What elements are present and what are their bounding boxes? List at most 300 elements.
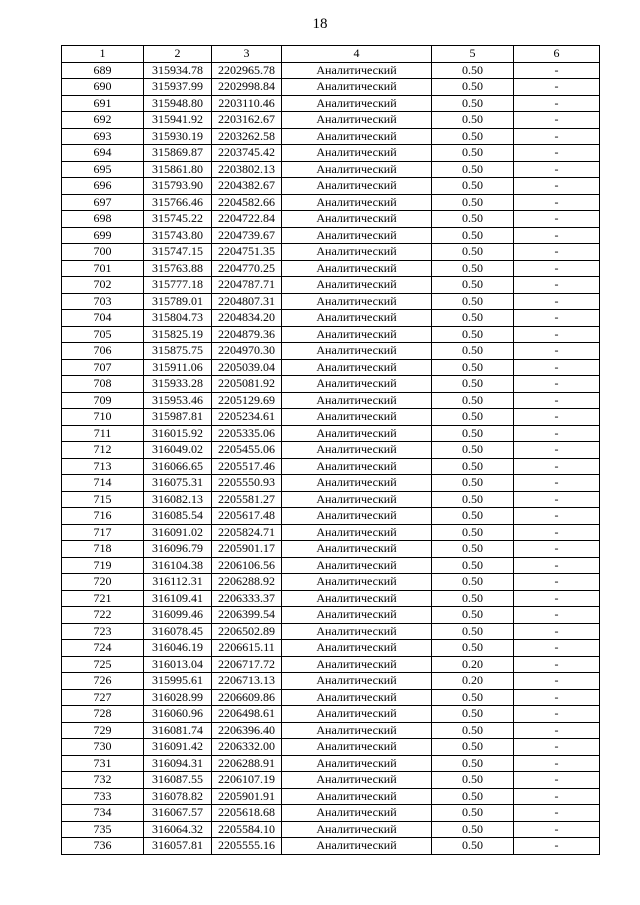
method-cell: Аналитический (282, 805, 432, 822)
point-number-cell: 692 (62, 112, 144, 129)
method-cell: Аналитический (282, 310, 432, 327)
table-row (62, 211, 600, 228)
note-cell: - (514, 95, 600, 112)
y-coordinate-cell: 2206396.40 (212, 722, 282, 739)
point-number-cell: 717 (62, 524, 144, 541)
x-coordinate-cell: 315861.80 (144, 161, 212, 178)
x-coordinate-cell: 316109.41 (144, 590, 212, 607)
table-row (62, 491, 600, 508)
y-coordinate-cell: 2206332.00 (212, 739, 282, 756)
note-cell: - (514, 293, 600, 310)
y-coordinate-cell: 2204382.67 (212, 178, 282, 195)
x-coordinate-cell: 316015.92 (144, 425, 212, 442)
accuracy-cell: 0.50 (432, 95, 514, 112)
method-cell: Аналитический (282, 524, 432, 541)
method-cell: Аналитический (282, 227, 432, 244)
method-cell: Аналитический (282, 574, 432, 591)
x-coordinate-cell: 316046.19 (144, 640, 212, 657)
point-number-cell: 727 (62, 689, 144, 706)
y-coordinate-cell: 2206498.61 (212, 706, 282, 723)
point-number-cell: 735 (62, 821, 144, 838)
x-coordinate-cell: 315869.87 (144, 145, 212, 162)
method-cell: Аналитический (282, 376, 432, 393)
y-coordinate-cell: 2205555.16 (212, 838, 282, 855)
table-row (62, 359, 600, 376)
method-cell: Аналитический (282, 409, 432, 426)
note-cell: - (514, 821, 600, 838)
table-row (62, 805, 600, 822)
note-cell: - (514, 640, 600, 657)
x-coordinate-cell: 315948.80 (144, 95, 212, 112)
point-number-cell: 705 (62, 326, 144, 343)
point-number-cell: 689 (62, 62, 144, 79)
y-coordinate-cell: 2205617.48 (212, 508, 282, 525)
note-cell: - (514, 359, 600, 376)
accuracy-cell: 0.50 (432, 326, 514, 343)
y-coordinate-cell: 2205824.71 (212, 524, 282, 541)
note-cell: - (514, 755, 600, 772)
table-row (62, 508, 600, 525)
method-cell: Аналитический (282, 838, 432, 855)
x-coordinate-cell: 315987.81 (144, 409, 212, 426)
method-cell: Аналитический (282, 194, 432, 211)
table-row (62, 739, 600, 756)
method-cell: Аналитический (282, 244, 432, 261)
table-row (62, 557, 600, 574)
method-cell: Аналитический (282, 211, 432, 228)
point-number-cell: 694 (62, 145, 144, 162)
note-cell: - (514, 706, 600, 723)
y-coordinate-cell: 2204787.71 (212, 277, 282, 294)
point-number-cell: 706 (62, 343, 144, 360)
table-row (62, 524, 600, 541)
point-number-cell: 722 (62, 607, 144, 624)
accuracy-cell: 0.50 (432, 772, 514, 789)
y-coordinate-cell: 2204751.35 (212, 244, 282, 261)
note-cell: - (514, 343, 600, 360)
x-coordinate-cell: 316066.65 (144, 458, 212, 475)
x-coordinate-cell: 316057.81 (144, 838, 212, 855)
point-number-cell: 721 (62, 590, 144, 607)
point-number-cell: 701 (62, 260, 144, 277)
accuracy-cell: 0.50 (432, 640, 514, 657)
note-cell: - (514, 145, 600, 162)
point-number-cell: 713 (62, 458, 144, 475)
y-coordinate-cell: 2205234.61 (212, 409, 282, 426)
accuracy-cell: 0.50 (432, 79, 514, 96)
note-cell: - (514, 541, 600, 558)
accuracy-cell: 0.50 (432, 524, 514, 541)
column-header-2: 2 (144, 46, 212, 63)
y-coordinate-cell: 2206107.19 (212, 772, 282, 789)
accuracy-cell: 0.20 (432, 673, 514, 690)
table-row (62, 244, 600, 261)
note-cell: - (514, 62, 600, 79)
y-coordinate-cell: 2206333.37 (212, 590, 282, 607)
note-cell: - (514, 475, 600, 492)
accuracy-cell: 0.50 (432, 821, 514, 838)
method-cell: Аналитический (282, 326, 432, 343)
note-cell: - (514, 524, 600, 541)
accuracy-cell: 0.50 (432, 145, 514, 162)
accuracy-cell: 0.50 (432, 178, 514, 195)
x-coordinate-cell: 316078.45 (144, 623, 212, 640)
accuracy-cell: 0.50 (432, 376, 514, 393)
table-row (62, 161, 600, 178)
method-cell: Аналитический (282, 112, 432, 129)
accuracy-cell: 0.50 (432, 491, 514, 508)
point-number-cell: 734 (62, 805, 144, 822)
note-cell: - (514, 392, 600, 409)
note-cell: - (514, 772, 600, 789)
x-coordinate-cell: 316078.82 (144, 788, 212, 805)
x-coordinate-cell: 316091.02 (144, 524, 212, 541)
note-cell: - (514, 260, 600, 277)
note-cell: - (514, 739, 600, 756)
method-cell: Аналитический (282, 128, 432, 145)
point-number-cell: 712 (62, 442, 144, 459)
point-number-cell: 726 (62, 673, 144, 690)
page-number: 18 (312, 16, 328, 32)
table-row (62, 425, 600, 442)
y-coordinate-cell: 2206713.13 (212, 673, 282, 690)
y-coordinate-cell: 2204834.20 (212, 310, 282, 327)
table-row (62, 706, 600, 723)
table-row (62, 178, 600, 195)
table-row (62, 79, 600, 96)
table-row (62, 376, 600, 393)
table-row (62, 590, 600, 607)
accuracy-cell: 0.50 (432, 277, 514, 294)
y-coordinate-cell: 2205901.91 (212, 788, 282, 805)
note-cell: - (514, 590, 600, 607)
x-coordinate-cell: 315930.19 (144, 128, 212, 145)
method-cell: Аналитический (282, 739, 432, 756)
point-number-cell: 728 (62, 706, 144, 723)
point-number-cell: 730 (62, 739, 144, 756)
accuracy-cell: 0.50 (432, 788, 514, 805)
coordinates-table (61, 45, 600, 855)
accuracy-cell: 0.50 (432, 409, 514, 426)
table-row (62, 821, 600, 838)
x-coordinate-cell: 315941.92 (144, 112, 212, 129)
method-cell: Аналитический (282, 425, 432, 442)
table-row (62, 343, 600, 360)
point-number-cell: 711 (62, 425, 144, 442)
accuracy-cell: 0.50 (432, 343, 514, 360)
table-row (62, 310, 600, 327)
x-coordinate-cell: 315743.80 (144, 227, 212, 244)
x-coordinate-cell: 316094.31 (144, 755, 212, 772)
accuracy-cell: 0.50 (432, 722, 514, 739)
note-cell: - (514, 326, 600, 343)
table-row (62, 326, 600, 343)
method-cell: Аналитический (282, 541, 432, 558)
note-cell: - (514, 161, 600, 178)
accuracy-cell: 0.50 (432, 260, 514, 277)
accuracy-cell: 0.50 (432, 425, 514, 442)
y-coordinate-cell: 2206399.54 (212, 607, 282, 624)
method-cell: Аналитический (282, 689, 432, 706)
method-cell: Аналитический (282, 772, 432, 789)
table-row (62, 475, 600, 492)
accuracy-cell: 0.50 (432, 541, 514, 558)
method-cell: Аналитический (282, 508, 432, 525)
point-number-cell: 703 (62, 293, 144, 310)
column-header-3: 3 (212, 46, 282, 63)
method-cell: Аналитический (282, 458, 432, 475)
point-number-cell: 700 (62, 244, 144, 261)
x-coordinate-cell: 315777.18 (144, 277, 212, 294)
x-coordinate-cell: 315933.28 (144, 376, 212, 393)
x-coordinate-cell: 316087.55 (144, 772, 212, 789)
method-cell: Аналитический (282, 590, 432, 607)
point-number-cell: 731 (62, 755, 144, 772)
method-cell: Аналитический (282, 260, 432, 277)
method-cell: Аналитический (282, 623, 432, 640)
y-coordinate-cell: 2206502.89 (212, 623, 282, 640)
note-cell: - (514, 623, 600, 640)
x-coordinate-cell: 316028.99 (144, 689, 212, 706)
accuracy-cell: 0.50 (432, 227, 514, 244)
accuracy-cell: 0.50 (432, 244, 514, 261)
y-coordinate-cell: 2206288.91 (212, 755, 282, 772)
method-cell: Аналитический (282, 343, 432, 360)
table-row (62, 458, 600, 475)
y-coordinate-cell: 2205581.27 (212, 491, 282, 508)
accuracy-cell: 0.50 (432, 805, 514, 822)
point-number-cell: 732 (62, 772, 144, 789)
x-coordinate-cell: 316096.79 (144, 541, 212, 558)
y-coordinate-cell: 2203110.46 (212, 95, 282, 112)
point-number-cell: 716 (62, 508, 144, 525)
y-coordinate-cell: 2205618.68 (212, 805, 282, 822)
table-row (62, 95, 600, 112)
x-coordinate-cell: 315789.01 (144, 293, 212, 310)
point-number-cell: 724 (62, 640, 144, 657)
table-row (62, 293, 600, 310)
y-coordinate-cell: 2204879.36 (212, 326, 282, 343)
x-coordinate-cell: 316081.74 (144, 722, 212, 739)
y-coordinate-cell: 2206106.56 (212, 557, 282, 574)
table-header (62, 46, 600, 63)
y-coordinate-cell: 2206288.92 (212, 574, 282, 591)
table-row (62, 607, 600, 624)
accuracy-cell: 0.50 (432, 161, 514, 178)
note-cell: - (514, 673, 600, 690)
accuracy-cell: 0.50 (432, 739, 514, 756)
y-coordinate-cell: 2203262.58 (212, 128, 282, 145)
point-number-cell: 702 (62, 277, 144, 294)
x-coordinate-cell: 315793.90 (144, 178, 212, 195)
y-coordinate-cell: 2206609.86 (212, 689, 282, 706)
y-coordinate-cell: 2205039.04 (212, 359, 282, 376)
x-coordinate-cell: 315825.19 (144, 326, 212, 343)
point-number-cell: 714 (62, 475, 144, 492)
table-row (62, 62, 600, 79)
method-cell: Аналитический (282, 475, 432, 492)
note-cell: - (514, 607, 600, 624)
x-coordinate-cell: 316067.57 (144, 805, 212, 822)
point-number-cell: 718 (62, 541, 144, 558)
note-cell: - (514, 838, 600, 855)
x-coordinate-cell: 316104.38 (144, 557, 212, 574)
x-coordinate-cell: 315804.73 (144, 310, 212, 327)
note-cell: - (514, 227, 600, 244)
method-cell: Аналитический (282, 178, 432, 195)
accuracy-cell: 0.50 (432, 838, 514, 855)
method-cell: Аналитический (282, 722, 432, 739)
table-row (62, 145, 600, 162)
method-cell: Аналитический (282, 788, 432, 805)
note-cell: - (514, 194, 600, 211)
y-coordinate-cell: 2206615.11 (212, 640, 282, 657)
accuracy-cell: 0.50 (432, 194, 514, 211)
table-row (62, 194, 600, 211)
accuracy-cell: 0.50 (432, 359, 514, 376)
method-cell: Аналитический (282, 656, 432, 673)
note-cell: - (514, 244, 600, 261)
note-cell: - (514, 458, 600, 475)
y-coordinate-cell: 2204739.67 (212, 227, 282, 244)
method-cell: Аналитический (282, 145, 432, 162)
method-cell: Аналитический (282, 62, 432, 79)
note-cell: - (514, 310, 600, 327)
x-coordinate-cell: 315745.22 (144, 211, 212, 228)
method-cell: Аналитический (282, 607, 432, 624)
table-row (62, 722, 600, 739)
x-coordinate-cell: 315953.46 (144, 392, 212, 409)
y-coordinate-cell: 2205335.06 (212, 425, 282, 442)
note-cell: - (514, 557, 600, 574)
note-cell: - (514, 277, 600, 294)
note-cell: - (514, 425, 600, 442)
point-number-cell: 710 (62, 409, 144, 426)
point-number-cell: 697 (62, 194, 144, 211)
method-cell: Аналитический (282, 95, 432, 112)
table-row (62, 277, 600, 294)
x-coordinate-cell: 316075.31 (144, 475, 212, 492)
accuracy-cell: 0.50 (432, 755, 514, 772)
y-coordinate-cell: 2203162.67 (212, 112, 282, 129)
table-row (62, 128, 600, 145)
point-number-cell: 693 (62, 128, 144, 145)
point-number-cell: 695 (62, 161, 144, 178)
accuracy-cell: 0.50 (432, 706, 514, 723)
note-cell: - (514, 79, 600, 96)
accuracy-cell: 0.50 (432, 128, 514, 145)
y-coordinate-cell: 2204807.31 (212, 293, 282, 310)
method-cell: Аналитический (282, 706, 432, 723)
point-number-cell: 723 (62, 623, 144, 640)
accuracy-cell: 0.50 (432, 112, 514, 129)
accuracy-cell: 0.50 (432, 689, 514, 706)
note-cell: - (514, 409, 600, 426)
note-cell: - (514, 805, 600, 822)
table-row (62, 409, 600, 426)
table-row (62, 755, 600, 772)
table-header-row (62, 46, 600, 63)
method-cell: Аналитический (282, 755, 432, 772)
column-header-6: 6 (514, 46, 600, 63)
accuracy-cell: 0.50 (432, 557, 514, 574)
point-number-cell: 719 (62, 557, 144, 574)
x-coordinate-cell: 315766.46 (144, 194, 212, 211)
note-cell: - (514, 211, 600, 228)
y-coordinate-cell: 2205455.06 (212, 442, 282, 459)
note-cell: - (514, 178, 600, 195)
table-row (62, 673, 600, 690)
y-coordinate-cell: 2204722.84 (212, 211, 282, 228)
x-coordinate-cell: 316064.32 (144, 821, 212, 838)
method-cell: Аналитический (282, 79, 432, 96)
point-number-cell: 736 (62, 838, 144, 855)
note-cell: - (514, 376, 600, 393)
note-cell: - (514, 574, 600, 591)
x-coordinate-cell: 315995.61 (144, 673, 212, 690)
column-header-4: 4 (282, 46, 432, 63)
y-coordinate-cell: 2204970.30 (212, 343, 282, 360)
y-coordinate-cell: 2205517.46 (212, 458, 282, 475)
accuracy-cell: 0.50 (432, 623, 514, 640)
accuracy-cell: 0.50 (432, 293, 514, 310)
method-cell: Аналитический (282, 277, 432, 294)
point-number-cell: 733 (62, 788, 144, 805)
point-number-cell: 704 (62, 310, 144, 327)
x-coordinate-cell: 315937.99 (144, 79, 212, 96)
x-coordinate-cell: 315875.75 (144, 343, 212, 360)
accuracy-cell: 0.20 (432, 656, 514, 673)
method-cell: Аналитический (282, 293, 432, 310)
accuracy-cell: 0.50 (432, 442, 514, 459)
table-row (62, 112, 600, 129)
accuracy-cell: 0.50 (432, 458, 514, 475)
x-coordinate-cell: 316082.13 (144, 491, 212, 508)
x-coordinate-cell: 316091.42 (144, 739, 212, 756)
y-coordinate-cell: 2205901.17 (212, 541, 282, 558)
method-cell: Аналитический (282, 557, 432, 574)
table-row (62, 392, 600, 409)
accuracy-cell: 0.50 (432, 590, 514, 607)
table-row (62, 772, 600, 789)
note-cell: - (514, 112, 600, 129)
table-row (62, 260, 600, 277)
point-number-cell: 696 (62, 178, 144, 195)
accuracy-cell: 0.50 (432, 607, 514, 624)
method-cell: Аналитический (282, 673, 432, 690)
point-number-cell: 725 (62, 656, 144, 673)
point-number-cell: 690 (62, 79, 144, 96)
accuracy-cell: 0.50 (432, 392, 514, 409)
accuracy-cell: 0.50 (432, 211, 514, 228)
x-coordinate-cell: 316099.46 (144, 607, 212, 624)
x-coordinate-cell: 315911.06 (144, 359, 212, 376)
point-number-cell: 709 (62, 392, 144, 409)
y-coordinate-cell: 2203802.13 (212, 161, 282, 178)
x-coordinate-cell: 315763.88 (144, 260, 212, 277)
table-row (62, 442, 600, 459)
note-cell: - (514, 491, 600, 508)
x-coordinate-cell: 316060.96 (144, 706, 212, 723)
point-number-cell: 699 (62, 227, 144, 244)
x-coordinate-cell: 315747.15 (144, 244, 212, 261)
point-number-cell: 698 (62, 211, 144, 228)
table-body (62, 62, 600, 854)
y-coordinate-cell: 2205550.93 (212, 475, 282, 492)
y-coordinate-cell: 2202998.84 (212, 79, 282, 96)
accuracy-cell: 0.50 (432, 574, 514, 591)
note-cell: - (514, 508, 600, 525)
